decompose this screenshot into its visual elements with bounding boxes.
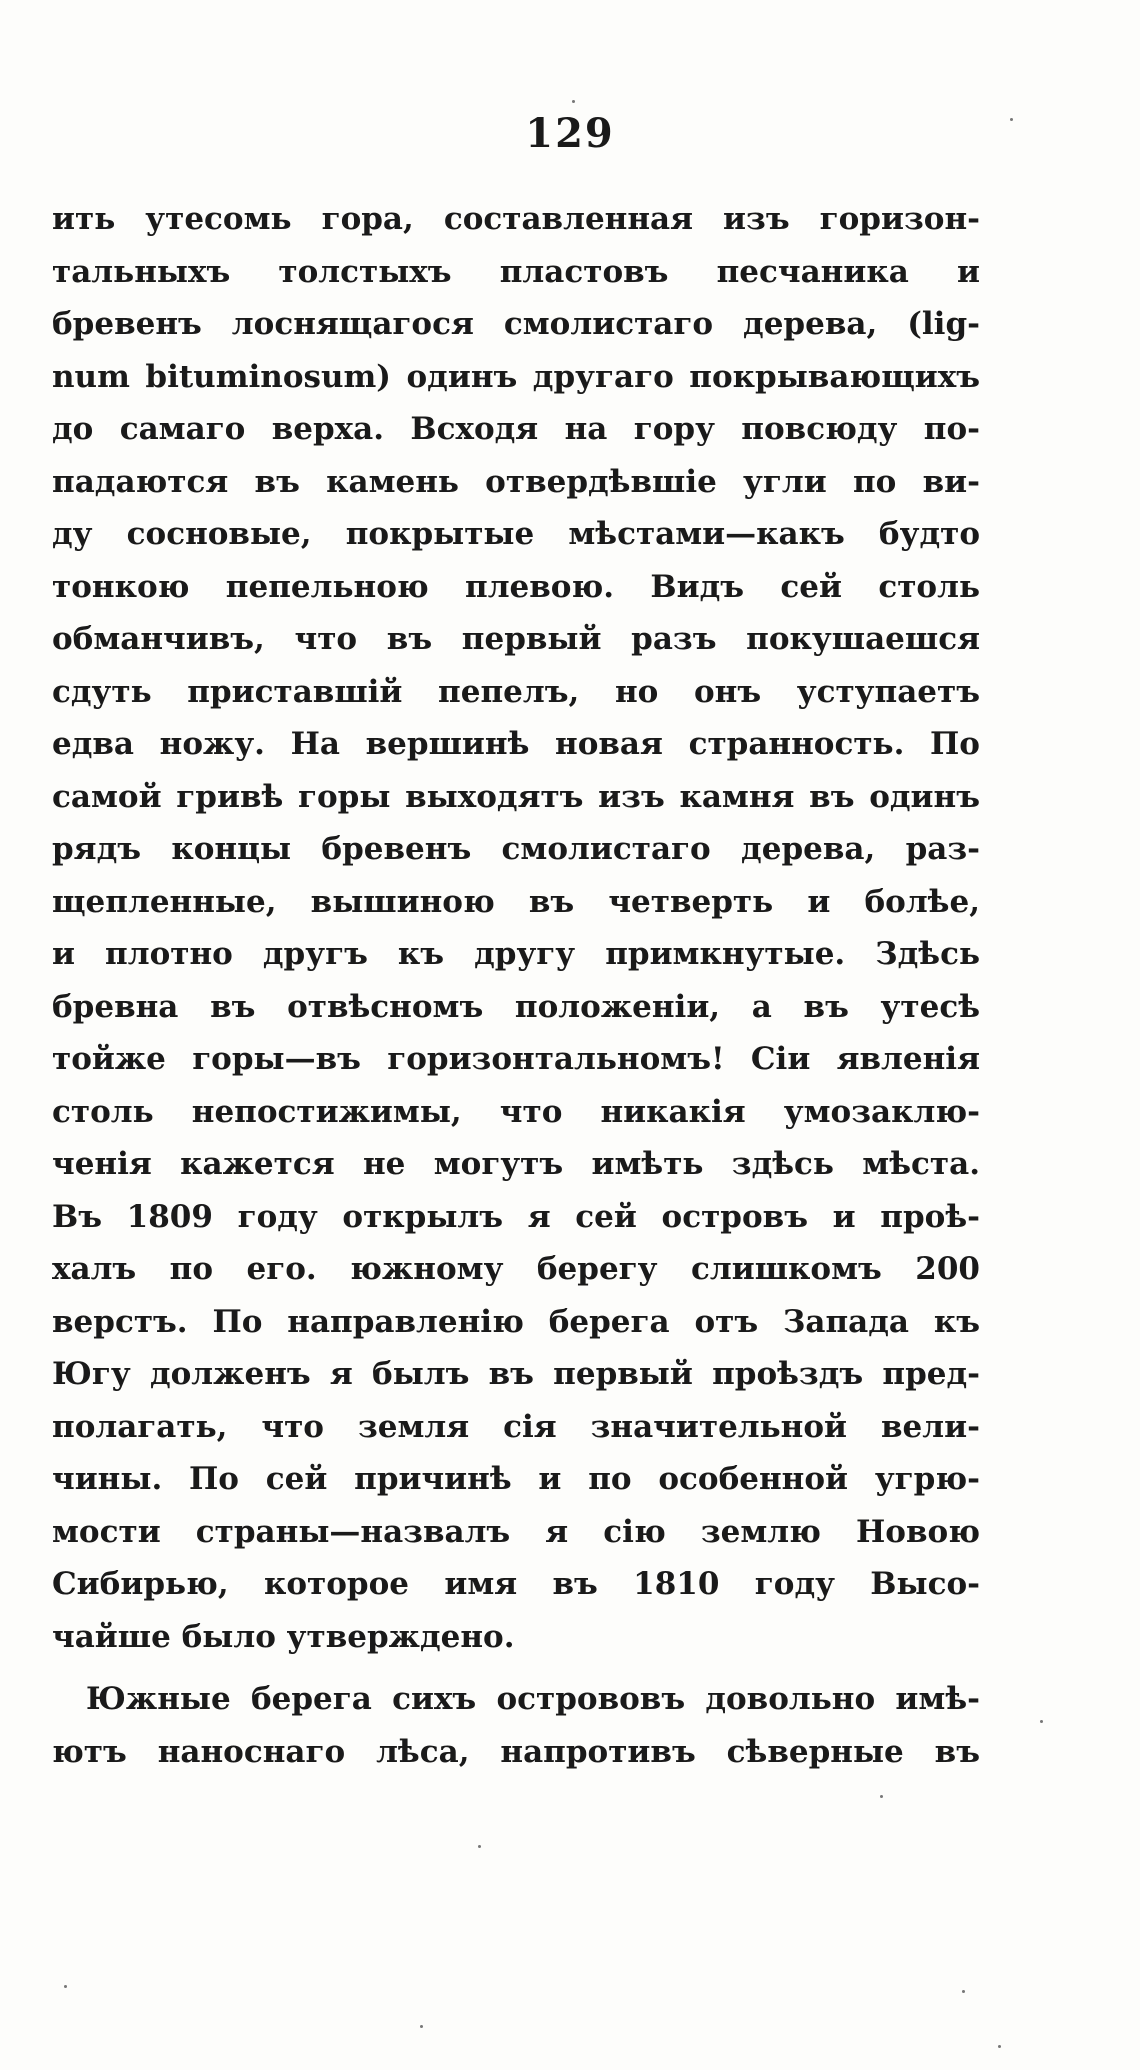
text-line: Югу долженъ я былъ въ первый проѣздъ пред-	[52, 1356, 980, 1392]
paragraph-gap	[52, 1663, 980, 1673]
text-line: тойже горы—въ горизонтальномъ! Сіи явленія	[52, 1041, 980, 1077]
text-line: сдуть приставшій пепелъ, но онъ уступаетъ	[52, 673, 980, 710]
text-line: Сибирью, которое имя въ 1810 году Высо-	[52, 1566, 980, 1602]
speck	[1040, 1720, 1043, 1723]
text-line: чайше было утверждено.	[52, 1618, 515, 1655]
text-line: щепленные, вышиною въ четверть и болѣе,	[52, 883, 980, 920]
speck	[962, 1990, 965, 1993]
text-line: падаются въ камень отвердѣвшіе угли по ви-	[52, 463, 980, 500]
text-line: ить утесомь гора, составленная изъ горизон-	[52, 201, 980, 237]
text-line: полагать, что земля сія значительной вели-	[52, 1408, 980, 1445]
text-line: халъ по его. южному берегу слишкомъ 200	[52, 1251, 980, 1287]
speck	[1010, 118, 1013, 121]
speck	[420, 2025, 423, 2028]
paragraph-1	[52, 193, 980, 1663]
text-line: рядъ концы бревенъ смолистаго дерева, раз-	[52, 831, 980, 867]
paragraph-2	[52, 1673, 980, 1778]
text-line: столь непостижимы, что никакія умозаклю-	[52, 1093, 980, 1130]
text-line: верстъ. По направленію берега отъ Запада къ	[52, 1303, 980, 1340]
text-line: тальныхъ толстыхъ пластовъ песчаника и	[52, 253, 980, 290]
text-line: ютъ наноснаго лѣса, напротивъ сѣверные въ	[52, 1733, 980, 1770]
text-line: чины. По сей причинѣ и по особенной угрю-	[52, 1461, 980, 1497]
text-line: бревна въ отвѣсномъ положеніи, а въ утесѣ	[52, 988, 980, 1025]
speck	[64, 1985, 67, 1988]
speck	[998, 2045, 1001, 2048]
speck	[572, 100, 575, 103]
text-line: и плотно другъ къ другу примкнутые. Здѣсь	[52, 936, 980, 972]
text-line: ду сосновые, покрытые мѣстами—какъ будто	[52, 516, 980, 552]
speck	[478, 1845, 481, 1848]
text-line: num bituminosum) одинъ другаго покрывающихъ	[52, 358, 980, 395]
text-line: ченія кажется не могутъ имѣть здѣсь мѣста.	[52, 1146, 980, 1182]
text-line: до самаго верха. Всходя на гору повсюду по-	[52, 411, 980, 447]
text-line: самой гривѣ горы выходятъ изъ камня въ одинъ	[52, 778, 980, 815]
speck	[880, 1795, 883, 1798]
page-number: 129	[525, 110, 615, 157]
text-line: тонкою пепельною плевою. Видъ сей столь	[52, 568, 980, 605]
body-text	[52, 193, 980, 1778]
text-line: обманчивъ, что въ первый разъ покушаешся	[52, 621, 980, 657]
text-line: Въ 1809 году открылъ я сей островъ и проѣ-	[52, 1198, 980, 1235]
text-line: Южные берега сихъ острововъ довольно имѣ-	[86, 1681, 980, 1717]
text-line: бревенъ лоснящагося смолистаго дерева, (lig-	[52, 306, 980, 342]
text-line: едва ножу. На вершинѣ новая странность. По	[52, 726, 980, 762]
text-line: мости страны—назвалъ я сію землю Новою	[52, 1513, 980, 1550]
